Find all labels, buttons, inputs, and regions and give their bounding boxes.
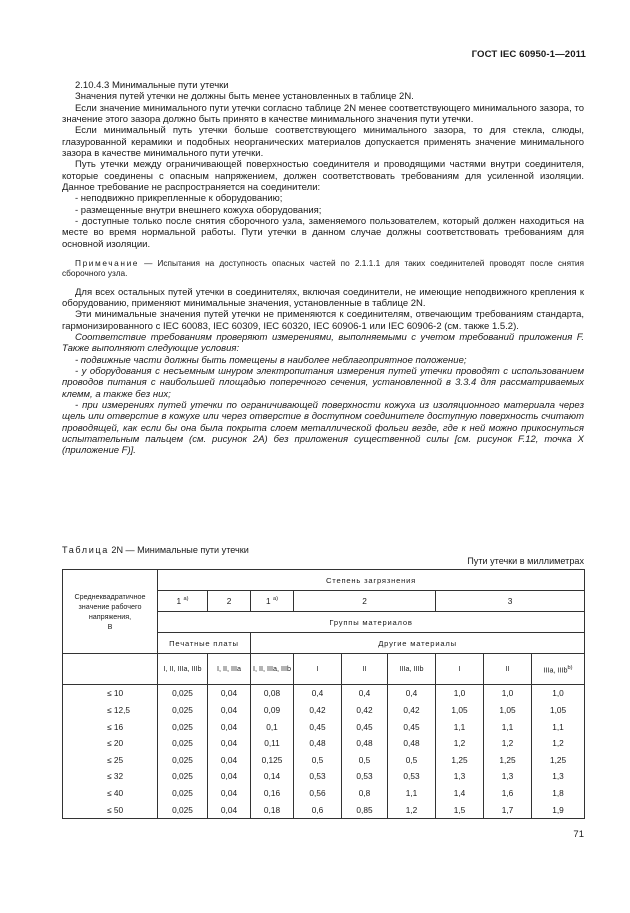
creepage-value-cell: 0,04	[208, 685, 251, 702]
creepage-value-cell: 0,4	[294, 685, 342, 702]
creepage-value-cell: 0,025	[158, 718, 208, 735]
voltage-cell: ≤ 25	[63, 751, 158, 768]
creepage-value-cell: 0,53	[294, 768, 342, 785]
creepage-value-cell: 1,2	[484, 735, 532, 752]
creepage-value-cell: 1,4	[436, 785, 484, 802]
creepage-value-cell: 1,9	[532, 801, 585, 818]
material-group-label: II	[484, 654, 532, 685]
paragraph: Путь утечки между ограничивающей поверхностью соединителя и проводящими частями внутри соединителя, которые соединены с опасным напряжением, должен соответствовать требованиям для усиленной изоляции. Данное требование не распространяется на соединители:	[62, 159, 584, 194]
page-number: 71	[573, 829, 584, 840]
creepage-value-cell: 1,25	[484, 751, 532, 768]
material-group-label: IIIa, IIIb$^{b)}$	[532, 654, 585, 685]
material-group-label: IIIa, IIIb	[388, 654, 436, 685]
compliance-list-item: - подвижные части должны быть помещены в наиболее неблагоприятное положение;	[75, 354, 467, 366]
creepage-value-cell: 1,2	[532, 735, 585, 752]
creepage-value-cell: 0,85	[342, 801, 388, 818]
creepage-value-cell: 0,025	[158, 801, 208, 818]
voltage-cell: ≤ 16	[63, 718, 158, 735]
table-row	[63, 801, 585, 818]
creepage-value-cell: 0,45	[342, 718, 388, 735]
material-groups-header: Группы материалов	[158, 612, 585, 633]
pollution-2: 2	[208, 591, 251, 612]
creepage-value-cell: 0,025	[158, 751, 208, 768]
creepage-value-cell: 1,05	[436, 702, 484, 719]
section-heading: 2.10.4.3 Минимальные пути утечки	[75, 80, 229, 91]
creepage-value-cell: 0,025	[158, 735, 208, 752]
creepage-value-cell: 0,08	[251, 685, 294, 702]
creepage-value-cell: 1,3	[436, 768, 484, 785]
standard-header: ГОСТ IEC 60950-1—2011	[471, 49, 586, 60]
body-text	[62, 80, 584, 457]
paragraph: Эти минимальные значения путей утечки не применяются к соединителям, отвечающим требованиям стандарта, гармонизированного с IEC 60083, IEC 60309, IEC 60320, IEC 60906-1 или IEC 60906-2 (см. также 1.5.2).	[62, 309, 584, 332]
pollution-2: 2	[294, 591, 436, 612]
creepage-value-cell: 1,2	[436, 735, 484, 752]
pollution-3: 3	[436, 591, 585, 612]
creepage-value-cell: 0,18	[251, 801, 294, 818]
creepage-value-cell: 0,42	[294, 702, 342, 719]
table-row	[63, 735, 585, 752]
voltage-cell: ≤ 10	[63, 685, 158, 702]
pollution-1: 1 $^{a)}$	[251, 591, 294, 612]
creepage-value-cell: 0,04	[208, 768, 251, 785]
creepage-value-cell: 1,1	[436, 718, 484, 735]
creepage-value-cell: 1,05	[532, 702, 585, 719]
voltage-cell: ≤ 20	[63, 735, 158, 752]
creepage-value-cell: 0,56	[294, 785, 342, 802]
note-label: Примечание	[75, 258, 140, 269]
creepage-value-cell: 1,8	[532, 785, 585, 802]
creepage-value-cell: 1,5	[436, 801, 484, 818]
table-caption	[62, 545, 249, 555]
list-item: - неподвижно прикрепленные к оборудованию;	[75, 193, 283, 205]
creepage-value-cell: 0,48	[342, 735, 388, 752]
creepage-value-cell: 0,04	[208, 702, 251, 719]
voltage-cell: ≤ 40	[63, 785, 158, 802]
material-group-label: I	[294, 654, 342, 685]
creepage-value-cell: 0,04	[208, 751, 251, 768]
creepage-value-cell: 0,5	[342, 751, 388, 768]
creepage-value-cell: 0,5	[294, 751, 342, 768]
creepage-value-cell: 0,48	[388, 735, 436, 752]
creepage-value-cell: 0,04	[208, 735, 251, 752]
list-item: - доступные только после снятия сборочного узла, заменяемого пользователем, который должен находиться на месте во время нормальной работы. Пути утечки в данном случае должны соответствовать требованиям для основной изоляции.	[62, 216, 584, 250]
creepage-value-cell: 1,1	[388, 785, 436, 802]
compliance-paragraph: Соответствие требованиям проверяют измерениями, выполняемыми с учетом требований приложения F. Также выполняют следующие условия:	[62, 331, 584, 355]
creepage-value-cell: 0,04	[208, 785, 251, 802]
paragraph: Если значение минимального пути утечки согласно таблице 2N менее соответствующего минимального зазора, то значение этого зазора должно быть принято в качестве минимального значения пути утечки.	[62, 102, 584, 126]
creepage-value-cell: 0,45	[388, 718, 436, 735]
voltage-cell: ≤ 32	[63, 768, 158, 785]
pollution-1: 1 $^{a)}$	[158, 591, 208, 612]
creepage-value-cell: 0,53	[342, 768, 388, 785]
creepage-value-cell: 0,11	[251, 735, 294, 752]
compliance-list-item: - при измерениях путей утечки по ограничивающей поверхности кожуха из изоляционного материала через щель или отверстие в кожухе или через отверстие в доступном соединителе доступную поверхность считают проводящей, как если бы она была покрыта слоем металлической фольги везде, где к ней можно прикоснуться испытательным пальцем (см. рисунок 2А) без приложения существенной силы [см. рисунок F.12, точка X (приложение F)].	[62, 400, 584, 457]
list-item: - размещенные внутри внешнего кожуха оборудования;	[75, 204, 322, 216]
creepage-value-cell: 0,025	[158, 702, 208, 719]
creepage-value-cell: 0,42	[388, 702, 436, 719]
creepage-value-cell: 0,45	[294, 718, 342, 735]
material-group-label: II	[342, 654, 388, 685]
creepage-value-cell: 0,1	[251, 718, 294, 735]
creepage-value-cell: 0,04	[208, 718, 251, 735]
material-group-label: I, II, IIIa, IIIb	[251, 654, 294, 685]
table-row	[63, 702, 585, 719]
table-row	[63, 718, 585, 735]
creepage-value-cell: 1,3	[484, 768, 532, 785]
material-group-label: I, II, IIIa	[208, 654, 251, 685]
material-group-label: I	[436, 654, 484, 685]
creepage-value-cell: 0,025	[158, 785, 208, 802]
creepage-value-cell: 0,4	[342, 685, 388, 702]
voltage-cell: ≤ 12,5	[63, 702, 158, 719]
creepage-value-cell: 1,25	[532, 751, 585, 768]
creepage-value-cell: 0,5	[388, 751, 436, 768]
voltage-cell: ≤ 50	[63, 801, 158, 818]
paragraph: Значения путей утечки не должны быть менее установленных в таблице 2N.	[75, 91, 414, 103]
creepage-value-cell: 0,14	[251, 768, 294, 785]
table-caption-text: 2N — Минимальные пути утечки	[108, 545, 249, 555]
paragraph: Для всех остальных путей утечки в соединителях, включая соединители, не имеющие неподвижного крепления к оборудованию, применяют минимальные значения, установленные в таблице 2N.	[62, 286, 584, 309]
voltage-header: Среднеквадратичное значение рабочего напряжения, В	[63, 570, 158, 654]
creepage-value-cell: 0,125	[251, 751, 294, 768]
note	[62, 258, 584, 278]
creepage-value-cell: 1,7	[484, 801, 532, 818]
creepage-value-cell: 0,8	[342, 785, 388, 802]
pcb-header: Печатные платы	[158, 633, 251, 654]
table-row	[63, 785, 585, 802]
creepage-value-cell: 0,04	[208, 801, 251, 818]
creepage-table	[62, 569, 585, 819]
compliance-list-item: - у оборудования с несъемным шнуром электропитания измерения путей утечки проводят с использованием проводов питания с наибольшей площадью поперечного сечения, установленной в 3.3.4 для рассматриваемых клемм, а также без них;	[62, 365, 584, 400]
creepage-value-cell: 1,05	[484, 702, 532, 719]
creepage-value-cell: 1,0	[484, 685, 532, 702]
table-row	[63, 768, 585, 785]
creepage-value-cell: 0,53	[388, 768, 436, 785]
pollution-degree-header: Степень загрязнения	[158, 570, 585, 591]
creepage-value-cell: 0,6	[294, 801, 342, 818]
creepage-value-cell: 0,48	[294, 735, 342, 752]
creepage-value-cell: 1,1	[532, 718, 585, 735]
note-text: — Испытания на доступность опасных частей по 2.1.1.1 для таких соединителей проводят после снятия сборочного узла.	[62, 258, 584, 279]
creepage-value-cell: 1,1	[484, 718, 532, 735]
table-row	[63, 751, 585, 768]
creepage-value-cell: 1,3	[532, 768, 585, 785]
table-row	[63, 685, 585, 702]
creepage-value-cell: 0,16	[251, 785, 294, 802]
creepage-value-cell: 1,2	[388, 801, 436, 818]
table-caption-label: Таблица	[62, 545, 109, 555]
creepage-value-cell: 0,42	[342, 702, 388, 719]
creepage-value-cell: 0,09	[251, 702, 294, 719]
creepage-value-cell: 1,25	[436, 751, 484, 768]
creepage-value-cell: 0,4	[388, 685, 436, 702]
creepage-value-cell: 0,025	[158, 768, 208, 785]
table-units: Пути утечки в миллиметрах	[467, 556, 584, 566]
other-materials-header: Другие материалы	[251, 633, 585, 654]
paragraph: Если минимальный путь утечки больше соответствующего минимального зазора, то для стекла, слюды, глазурованной керамики и подобных неорганических материалов допускается применять значение минимального зазора в качестве минимального пути утечки.	[62, 125, 584, 160]
creepage-value-cell: 1,0	[532, 685, 585, 702]
creepage-value-cell: 1,6	[484, 785, 532, 802]
material-group-label: I, II, IIIa, IIIb	[158, 654, 208, 685]
creepage-value-cell: 1,0	[436, 685, 484, 702]
creepage-value-cell: 0,025	[158, 685, 208, 702]
